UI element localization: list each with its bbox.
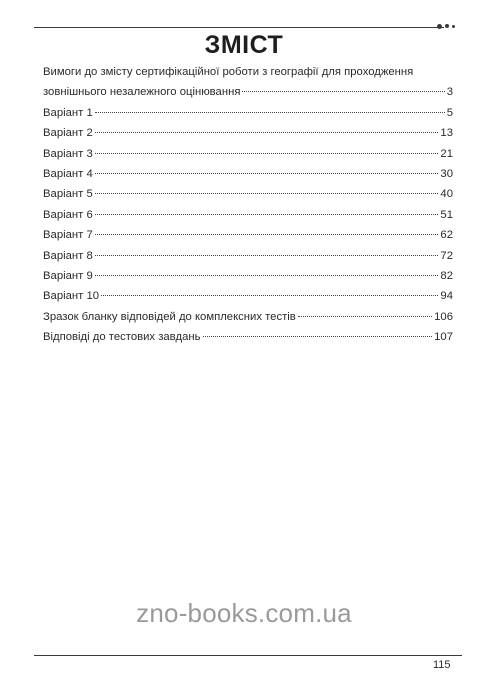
dot-leader xyxy=(95,214,439,215)
bottom-rule xyxy=(34,655,462,656)
toc-entry-label: Варіант 9 xyxy=(43,269,93,282)
toc-entry-label: Варіант 3 xyxy=(43,147,93,160)
toc-entry[interactable] xyxy=(43,266,453,286)
toc-entry[interactable] xyxy=(43,307,453,327)
toc-entry[interactable] xyxy=(43,225,453,245)
toc-entry-label: Варіант 6 xyxy=(43,208,93,221)
toc-entry[interactable] xyxy=(43,123,453,143)
toc-entry-page: 51 xyxy=(440,208,453,221)
toc-entry-page: 40 xyxy=(440,188,453,201)
toc-entry-label: Варіант 1 xyxy=(43,106,93,119)
dot-leader xyxy=(298,316,432,317)
dot-leader xyxy=(95,173,439,174)
dot-leader xyxy=(242,91,444,92)
toc-entry-label: Варіант 8 xyxy=(43,249,93,262)
toc-entry-page: 21 xyxy=(440,147,453,160)
toc-entry[interactable] xyxy=(43,327,453,347)
table-of-contents xyxy=(43,62,453,347)
dot-leader xyxy=(95,112,445,113)
toc-entry[interactable] xyxy=(43,164,453,184)
toc-entry-label: Варіант 2 xyxy=(43,127,93,140)
toc-entry-page: 30 xyxy=(440,167,453,180)
dot-leader xyxy=(101,295,438,296)
dot-leader xyxy=(95,275,439,276)
toc-entry[interactable] xyxy=(43,184,453,204)
toc-entry-label: Варіант 10 xyxy=(43,290,100,303)
toc-entry-page: 72 xyxy=(440,249,453,262)
toc-entry-label: зовнішнього незалежного оцінювання xyxy=(43,86,241,99)
toc-entry-label: Зразок бланку відповідей до комплексних тестів xyxy=(43,310,296,323)
dot-leader xyxy=(95,255,439,256)
toc-entry-label: Варіант 4 xyxy=(43,167,93,180)
toc-entry-page: 62 xyxy=(440,229,453,242)
toc-entry[interactable] xyxy=(43,246,453,266)
toc-entry-page: 3 xyxy=(446,86,453,99)
toc-entry[interactable] xyxy=(43,205,453,225)
toc-entry-page: 106 xyxy=(434,310,453,323)
dot-leader xyxy=(95,132,439,133)
toc-entry-label: Варіант 7 xyxy=(43,229,93,242)
page-title: ЗМІСТ xyxy=(204,31,284,59)
toc-entry[interactable] xyxy=(43,144,453,164)
top-rule xyxy=(34,27,444,28)
toc-entry-label: Варіант 5 xyxy=(43,188,93,201)
toc-entry-intro-line1: Вимоги до змісту сертифікаційної роботи з географії для проходження xyxy=(43,66,414,78)
toc-entry-label: Відповіді до тестових завдань xyxy=(43,331,201,344)
toc-entry-page: 82 xyxy=(440,269,453,282)
toc-entry[interactable] xyxy=(43,286,453,306)
toc-entry-page: 107 xyxy=(434,331,453,344)
dot-leader xyxy=(203,336,433,337)
dot-leader xyxy=(95,193,439,194)
watermark: zno-books.com.ua xyxy=(136,598,352,628)
dot-leader xyxy=(95,234,439,235)
toc-entry-page: 13 xyxy=(440,127,453,140)
toc-entry[interactable] xyxy=(43,103,453,123)
toc-entry-intro[interactable] xyxy=(43,82,453,102)
dot-leader xyxy=(95,153,439,154)
page-number: 115 xyxy=(433,659,451,671)
toc-entry-page: 94 xyxy=(440,290,453,303)
toc-entry-page: 5 xyxy=(446,106,453,119)
